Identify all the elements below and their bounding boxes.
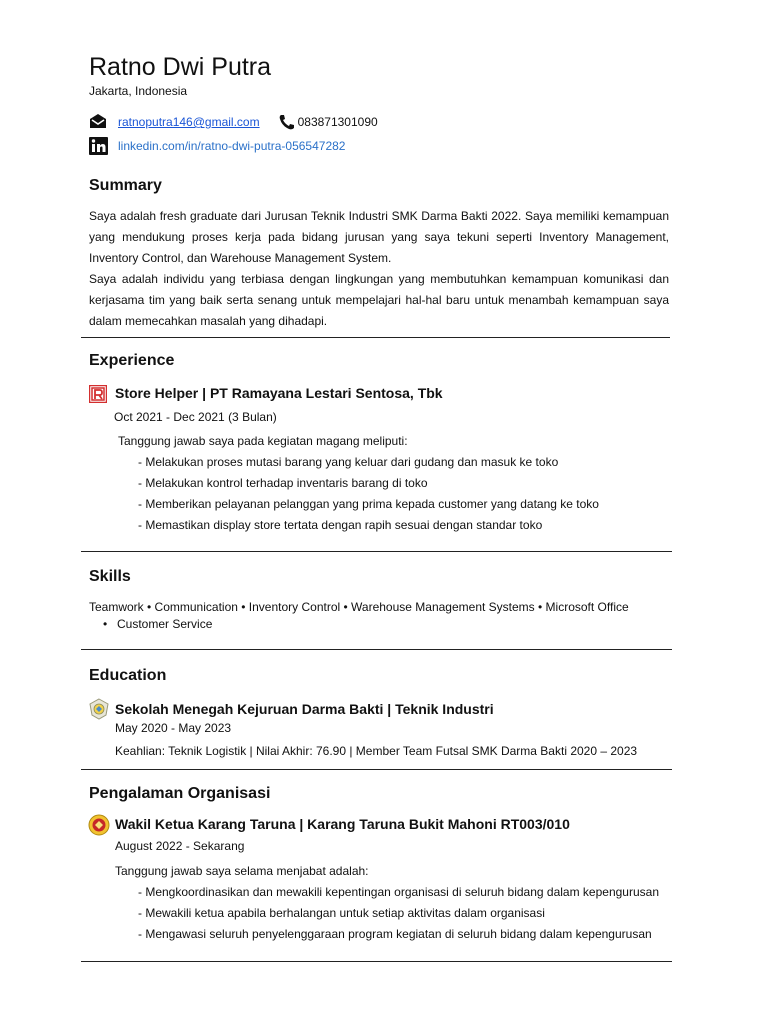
linkedin-link[interactable]: linkedin.com/in/ratno-dwi-putra-056547282 [118, 139, 346, 153]
organization-item: - Mewakili ketua apabila berhalangan untuk setiap aktivitas dalam organisasi [138, 906, 545, 920]
envelope-icon [89, 113, 109, 131]
experience-item: - Melakukan kontrol terhadap inventaris barang di toko [138, 476, 428, 490]
divider [81, 769, 672, 770]
skills-heading: Skills [89, 568, 131, 585]
organization-item: - Mengawasi seluruh penyelenggaraan program kegiatan di seluruh bidang dalam kepengurusan [138, 927, 652, 941]
organization-item: - Mengkoordinasikan dan mewakili kepentingan organisasi di seluruh bidang dalam kepengurusan [138, 885, 659, 899]
skills-list: Teamwork • Communication • Inventory Control • Warehouse Management Systems • Microsoft Office [89, 600, 629, 614]
divider [81, 551, 672, 552]
education-title: Sekolah Menegah Kejuruan Darma Bakti | Teknik Industri [115, 701, 494, 717]
summary-heading: Summary [89, 177, 162, 194]
organization-period: August 2022 - Sekarang [115, 839, 245, 853]
linkedin-icon [89, 137, 109, 155]
contact-row-linkedin [89, 137, 345, 155]
experience-intro: Tanggung jawab saya pada kegiatan magang meliputi: [118, 434, 408, 448]
school-logo [88, 698, 110, 720]
experience-item: - Melakukan proses mutasi barang yang keluar dari gudang dan masuk ke toko [138, 455, 559, 469]
ramayana-logo [89, 385, 107, 403]
experience-item: - Memastikan display store tertata dengan rapih sesuai dengan standar toko [138, 518, 543, 532]
summary-paragraph-2: Saya adalah individu yang terbiasa dengan lingkungan yang membutuhkan kemampuan komunikasi dan kerjasama tim yang baik serta senang untuk mempelajari hal-hal baru untuk menambah kemampuan saya dalam memecahkan masalah yang dihadapi. [89, 272, 669, 328]
skills-bullet: • [103, 617, 108, 631]
experience-item: - Memberikan pelayanan pelanggan yang prima kepada customer yang datang ke toko [138, 497, 599, 511]
education-detail: Keahlian: Teknik Logistik | Nilai Akhir: 76.90 | Member Team Futsal SMK Darma Bakti 2020 – 2023 [115, 744, 638, 758]
organization-title: Wakil Ketua Karang Taruna | Karang Taruna Bukit Mahoni RT003/010 [115, 816, 570, 832]
experience-job-title: Store Helper | PT Ramayana Lestari Sentosa, Tbk [115, 385, 443, 401]
phone-icon [278, 114, 296, 130]
education-heading: Education [89, 667, 167, 684]
organization-intro: Tanggung jawab saya selama menjabat adalah: [115, 864, 369, 878]
summary-paragraph-1: Saya adalah fresh graduate dari Jurusan Teknik Industri SMK Darma Bakti 2022. Saya memiliki kemampuan yang mendukung proses kerja pada bidang jurusan yang saya tekuni seperti Inventory Management, Inventory Control, dan Warehouse Management System. [89, 209, 669, 265]
candidate-location: Jakarta, Indonesia [89, 84, 188, 98]
divider [81, 649, 672, 650]
candidate-name: Ratno Dwi Putra [89, 53, 272, 81]
contact-row-email-phone [89, 113, 378, 131]
divider [81, 961, 672, 962]
karang-taruna-logo [88, 814, 110, 836]
skills-list-continued: Customer Service [117, 617, 213, 631]
email-link[interactable]: ratnoputra146@gmail.com [118, 115, 260, 129]
organization-heading: Pengalaman Organisasi [89, 785, 271, 802]
experience-period: Oct 2021 - Dec 2021 (3 Bulan) [114, 410, 277, 424]
divider [81, 337, 670, 338]
education-period: May 2020 - May 2023 [115, 721, 232, 735]
experience-heading: Experience [89, 352, 175, 369]
phone-number: 083871301090 [297, 115, 378, 129]
